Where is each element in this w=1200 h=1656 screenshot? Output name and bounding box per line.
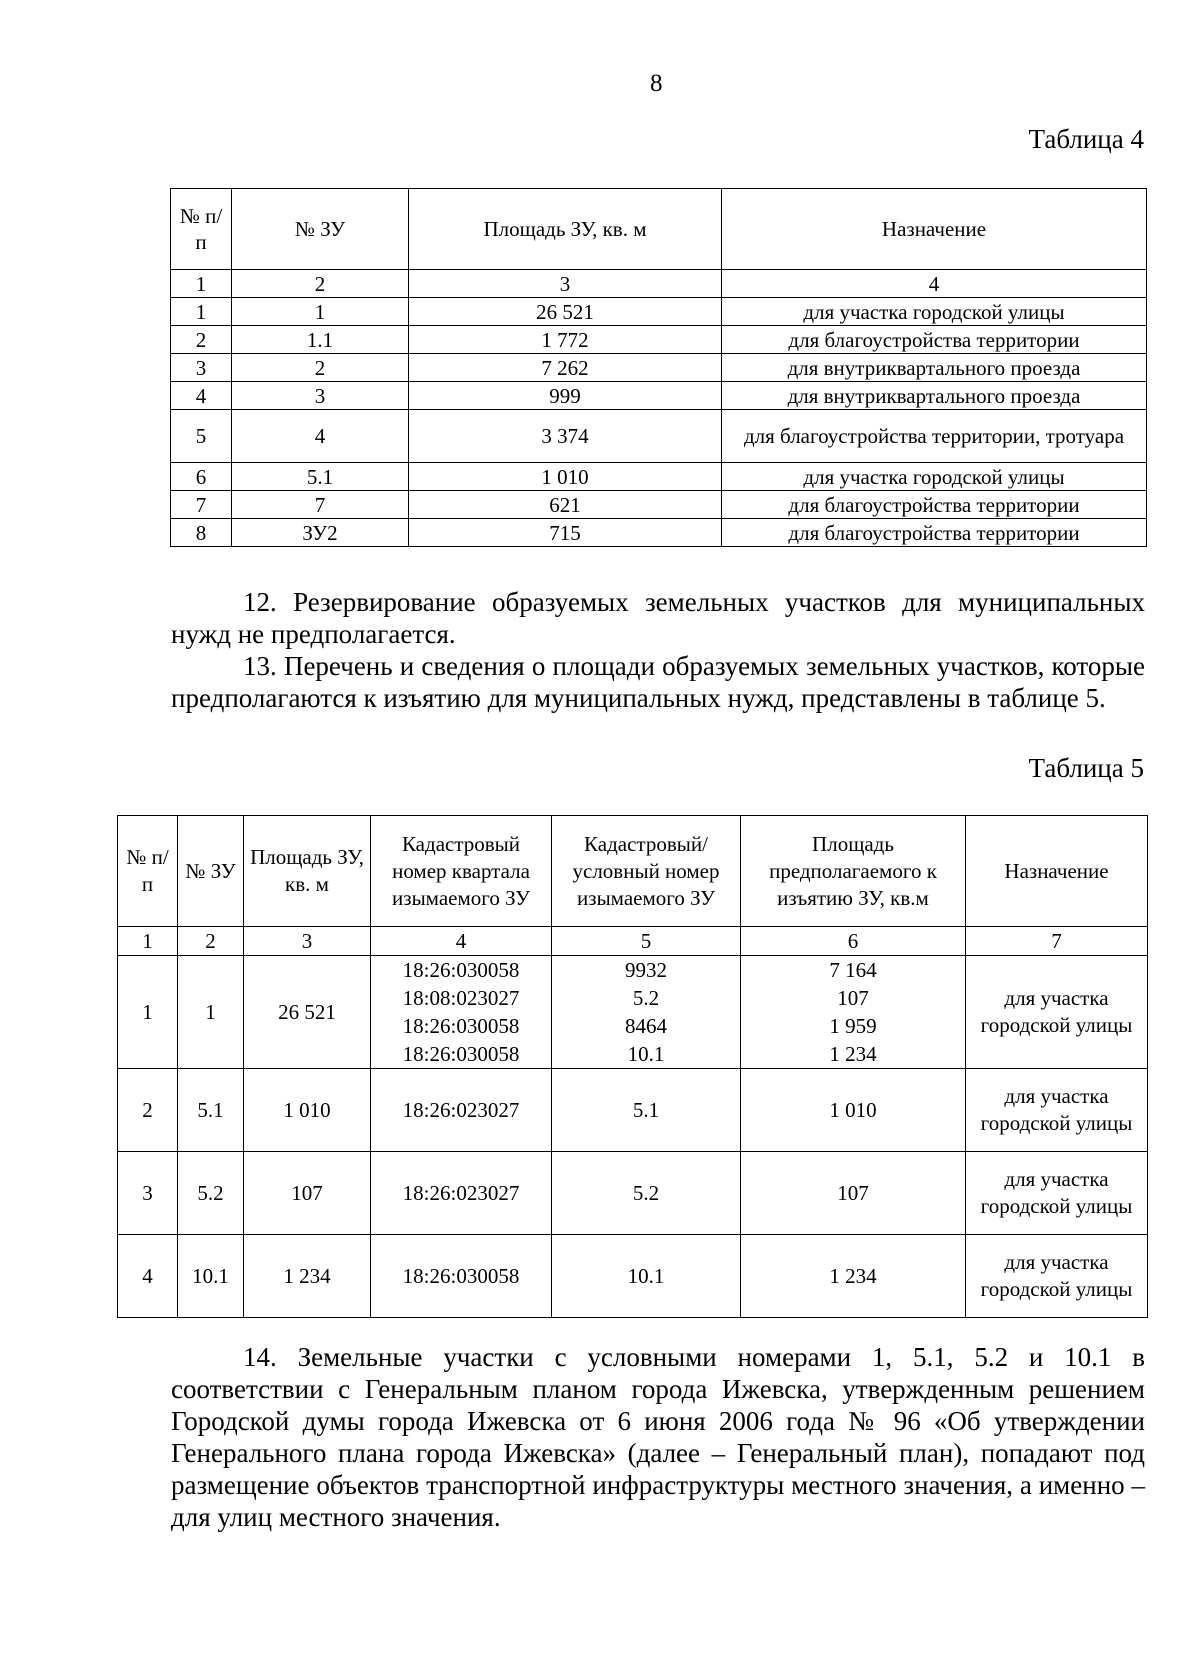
plot-number: 5.2 — [632, 986, 660, 1010]
paragraph-13: 13. Перечень и сведения о площади образуемых земельных участков, которые предполагаются к изъятию для муниципальных нужд, представлены в таблице 5. — [171, 651, 1145, 713]
table-cell: 3 — [171, 354, 232, 382]
table-row — [171, 298, 1147, 326]
table5-colnum-cell: 2 — [178, 927, 244, 956]
seized-area: 7 164 — [829, 958, 877, 982]
table5-colnum-cell: 5 — [552, 927, 741, 956]
table5-header-cell: Кадастровый/ условный номер изымаемого ЗУ — [552, 816, 741, 927]
seized-areas-cell — [741, 956, 966, 1069]
table-cell: для участка городской улицы — [722, 298, 1147, 326]
table-cell: 5.1 — [552, 1069, 741, 1152]
table5-colnum-cell: 3 — [244, 927, 371, 956]
table-cell: 5.1 — [232, 463, 409, 491]
table-cell: для участка городской улицы — [966, 1152, 1148, 1235]
table-cell: 1 — [178, 956, 244, 1069]
table4-header-cell: № п/п — [171, 189, 232, 270]
table-cell: 1 234 — [741, 1235, 966, 1318]
table4-header-row — [171, 189, 1147, 270]
paragraph-14: 14. Земельные участки с условными номерами 1, 5.1, 5.2 и 10.1 в соответствии с Генеральным планом города Ижевска, утвержденным решением Городской думы города Ижевска от 6 июня 2006 года № 96 «Об утверждении Генерального плана города Ижевска» (далее – Генеральный план), попадают под размещение объектов транспортной инфраструктуры местного значения, а именно – для улиц местного значения. — [171, 1342, 1145, 1532]
quarter-number: 18:08:023027 — [402, 986, 520, 1010]
table4-colnum-cell: 2 — [232, 270, 409, 298]
table-cell: 3 — [118, 1152, 178, 1235]
table-cell: 107 — [741, 1152, 966, 1235]
table-cell: 1 010 — [244, 1069, 371, 1152]
table-cell: 3 374 — [409, 410, 722, 463]
table5-colnum-row — [118, 927, 1148, 956]
quarter-number: 18:26:030058 — [402, 1014, 520, 1038]
table-cell: 715 — [409, 519, 722, 547]
table5 — [117, 815, 1148, 1318]
table5-caption: Таблица 5 — [1028, 753, 1144, 783]
quarter-numbers-cell — [371, 956, 552, 1069]
table5-colnum-cell: 1 — [118, 927, 178, 956]
table-cell: 1 010 — [409, 463, 722, 491]
table-cell: 6 — [171, 463, 232, 491]
table-cell: 10.1 — [552, 1235, 741, 1318]
table-cell: для внутриквартального проезда — [722, 382, 1147, 410]
table-cell: для участка городской улицы — [966, 1069, 1148, 1152]
table-cell: 1.1 — [232, 326, 409, 354]
table-row — [118, 1069, 1148, 1152]
table-cell: 5 — [171, 410, 232, 463]
table-row — [171, 491, 1147, 519]
table4 — [170, 188, 1147, 547]
table-cell: 18:26:030058 — [371, 1235, 552, 1318]
table4-colnum-cell: 4 — [722, 270, 1147, 298]
table4-colnum-cell: 3 — [409, 270, 722, 298]
table-row — [171, 326, 1147, 354]
table4-header-cell: Назначение — [722, 189, 1147, 270]
table-cell: 5.2 — [178, 1152, 244, 1235]
table4-header-cell: Площадь ЗУ, кв. м — [409, 189, 722, 270]
table-row — [171, 382, 1147, 410]
table5-header-cell: Кадастровый номер квартала изымаемого ЗУ — [371, 816, 552, 927]
table-cell: 2 — [118, 1069, 178, 1152]
table-cell: 10.1 — [178, 1235, 244, 1318]
table-row — [171, 519, 1147, 547]
table-cell: 3 — [232, 382, 409, 410]
table5-header-cell: Назначение — [966, 816, 1148, 927]
quarter-number: 18:26:030058 — [402, 958, 520, 982]
table-cell: 1 234 — [244, 1235, 371, 1318]
table-cell: 26 521 — [244, 956, 371, 1069]
table-cell: 999 — [409, 382, 722, 410]
table-cell: 4 — [232, 410, 409, 463]
table-row — [171, 354, 1147, 382]
table5-header-row — [118, 816, 1148, 927]
table-row — [118, 1235, 1148, 1318]
table-cell: для благоустройства территории — [722, 519, 1147, 547]
table5-colnum-cell: 6 — [741, 927, 966, 956]
table5-header-cell: Площадь предполагаемого к изъятию ЗУ, кв.м — [741, 816, 966, 927]
table-cell: 1 772 — [409, 326, 722, 354]
table-cell: 621 — [409, 491, 722, 519]
table-cell: 1 010 — [741, 1069, 966, 1152]
table-cell: 18:26:023027 — [371, 1152, 552, 1235]
table-row — [171, 463, 1147, 491]
seized-area: 1 234 — [829, 1042, 877, 1066]
table4-colnum-row — [171, 270, 1147, 298]
table-cell: ЗУ2 — [232, 519, 409, 547]
table-cell: 107 — [244, 1152, 371, 1235]
table-cell: 8 — [171, 519, 232, 547]
table-cell: 5.2 — [552, 1152, 741, 1235]
table-row — [118, 1152, 1148, 1235]
table-cell: 7 — [232, 491, 409, 519]
table-cell: 2 — [171, 326, 232, 354]
table-cell: для благоустройства территории — [722, 491, 1147, 519]
table-cell: для участка городской улицы — [966, 956, 1148, 1069]
table-cell: для участка городской улицы — [722, 463, 1147, 491]
table-row — [118, 956, 1148, 1069]
table5-colnum-cell: 7 — [966, 927, 1148, 956]
table4-header-cell: № ЗУ — [232, 189, 409, 270]
table-cell: 1 — [232, 298, 409, 326]
table4-caption: Таблица 4 — [1028, 124, 1144, 154]
paragraph-12: 12. Резервирование образуемых земельных участков для муниципальных нужд не предполагается. — [171, 587, 1145, 649]
table-cell: 18:26:023027 — [371, 1069, 552, 1152]
table5-header-cell: № п/п — [118, 816, 178, 927]
table-cell: 5.1 — [178, 1069, 244, 1152]
quarter-number: 18:26:030058 — [402, 1042, 520, 1066]
table-cell: для благоустройства территории, тротуара — [722, 410, 1147, 463]
table-cell: 1 — [118, 956, 178, 1069]
plot-number: 9932 — [625, 958, 667, 982]
table5-colnum-cell: 4 — [371, 927, 552, 956]
table5-header-cell: Площадь ЗУ, кв. м — [244, 816, 371, 927]
table-cell: 26 521 — [409, 298, 722, 326]
table-cell: для участка городской улицы — [966, 1235, 1148, 1318]
plot-numbers-cell — [552, 956, 741, 1069]
table-cell: для внутриквартального проезда — [722, 354, 1147, 382]
plot-number: 10.1 — [627, 1042, 665, 1066]
table4-colnum-cell: 1 — [171, 270, 232, 298]
table5-header-cell: № ЗУ — [178, 816, 244, 927]
plot-number: 8464 — [625, 1014, 667, 1038]
table-cell: 4 — [171, 382, 232, 410]
table-cell: 7 — [171, 491, 232, 519]
table-cell: 1 — [171, 298, 232, 326]
table-cell: для благоустройства территории — [722, 326, 1147, 354]
seized-area: 107 — [837, 986, 869, 1010]
table-cell: 4 — [118, 1235, 178, 1318]
page-number: 8 — [650, 70, 663, 97]
seized-area: 1 959 — [829, 1014, 877, 1038]
table-row — [171, 410, 1147, 463]
table-cell: 2 — [232, 354, 409, 382]
table-cell: 7 262 — [409, 354, 722, 382]
